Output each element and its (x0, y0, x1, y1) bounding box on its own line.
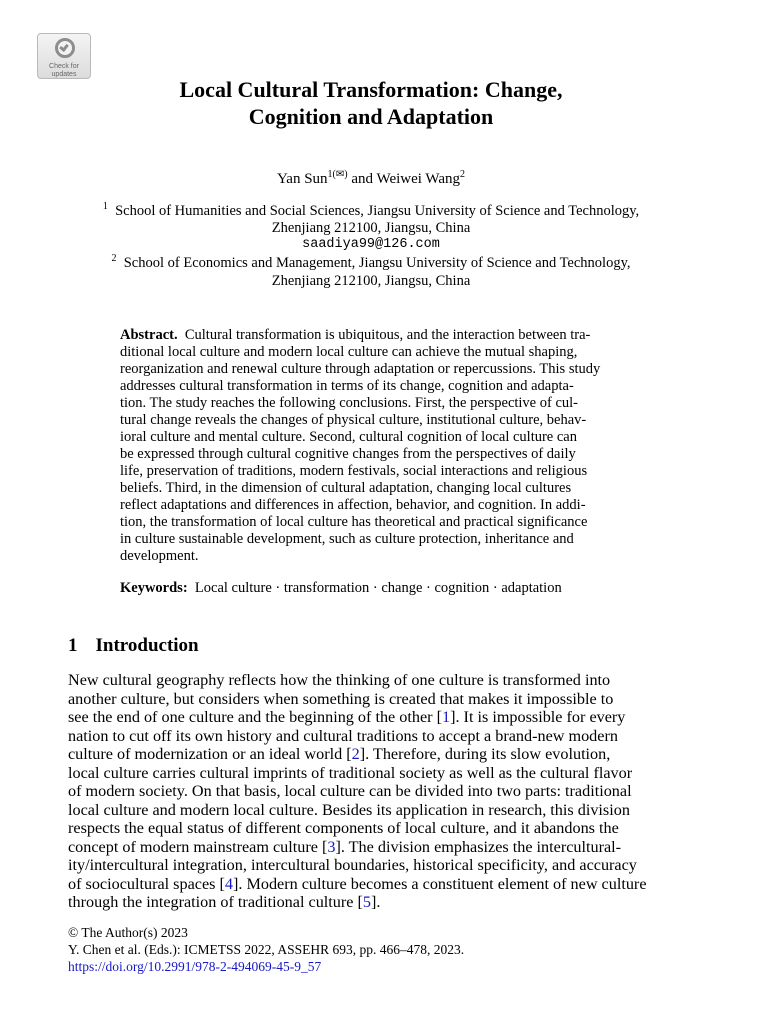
body-line: another culture, but considers when something is created that makes it impossible to (68, 690, 614, 708)
doi-link[interactable]: https://doi.org/10.2991/978-2-494069-45-9_57 (68, 959, 322, 974)
abstract-line: ioral culture and mental culture. Second, cultural cognition of local culture can (120, 429, 577, 445)
body-line: local culture and modern local culture. Besides its application in research, this division (68, 801, 630, 819)
abstract-line: Abstract. Cultural transformation is ubiquitous, and the interaction between tra- (120, 327, 591, 343)
author-conjunction: and (347, 171, 377, 187)
body-line: respects the equal status of different components of local culture, and it abandons the (68, 819, 619, 837)
body-line: local culture carries cultural imprints of traditional society as well as the cultural flavor (68, 764, 633, 782)
body-line: see the end of one culture and the beginning of the other [1]. It is impossible for every (68, 708, 626, 726)
citation-link[interactable]: 1 (441, 708, 451, 726)
abstract-label: Abstract. (120, 327, 178, 343)
body-line: ity/intercultural integration, intercultural boundaries, historical specificity, and accuracy (68, 856, 637, 874)
citation-link[interactable]: 3 (327, 838, 336, 856)
copyright-notice: © The Author(s) 2023 (68, 925, 188, 940)
paper-title-line-1: Local Cultural Transformation: Change, (179, 77, 563, 102)
check-for-updates-badge[interactable] (37, 33, 91, 79)
abstract-line: tural change reveals the changes of physical culture, institutional culture, behav- (120, 412, 587, 428)
abstract-line: development. (120, 548, 199, 564)
abstract-line: life, preservation of traditions, modern festivals, social interactions and religious (120, 463, 588, 479)
abstract-line: tion. The study reaches the following conclusions. First, the perspective of cul- (120, 395, 578, 411)
affiliation-2-line-2: Zhenjiang 212100, Jiangsu, China (271, 273, 471, 289)
abstract-line: reflect adaptations and differences in affection, behavior, and cognition. In addi- (120, 497, 586, 513)
section-number: 1 (68, 635, 78, 656)
author-affiliation-marker: 2 (460, 169, 466, 180)
body-line: of modern society. On that basis, local culture can be divided into two parts: traditional (68, 782, 632, 800)
citation-line: Y. Chen et al. (Eds.): ICMETSS 2022, ASSEHR 693, pp. 466–478, 2023. (68, 942, 465, 957)
abstract-line: reorganization and renewal culture through adaptation or repercussions. This study (120, 361, 601, 377)
affiliation-1-line-2: Zhenjiang 212100, Jiangsu, China (271, 220, 471, 236)
abstract-line: beliefs. Third, in the dimension of cultural adaptation, changing local cultures (120, 480, 572, 496)
badge-line-2: updates (51, 71, 77, 78)
author-name: Yan Sun (276, 171, 328, 187)
citation-link[interactable]: 5 (362, 893, 371, 911)
author-name: Weiwei Wang (376, 171, 461, 187)
body-line: nation to cut off its own history and cultural traditions to accept a brand-new modern (68, 727, 618, 745)
section-title: Introduction (95, 635, 199, 656)
affiliation-text: School of Economics and Management, Jiangsu University of Science and Technology, (123, 255, 631, 271)
affiliation-text: School of Humanities and Social Sciences, Jiangsu University of Science and Technology, (115, 203, 640, 219)
abstract-line: in culture sustainable development, such as culture protection, inheritance and (120, 531, 574, 547)
badge-line-1: Check for (49, 63, 79, 70)
author-email[interactable]: saadiya99@126.com (302, 237, 440, 252)
author-affiliation-marker[interactable]: 1(✉) (327, 169, 348, 180)
affiliation-number: 2 (111, 253, 117, 265)
affiliation-number: 1 (102, 201, 108, 213)
abstract-line: be expressed through cultural cognitive changes from the perspectives of daily (120, 446, 576, 462)
body-line: through the integration of traditional culture [5]. (68, 893, 381, 911)
abstract-line: ditional local culture and modern local culture can achieve the mutual shaping, (120, 344, 578, 360)
paper-title-line-2: Cognition and Adaptation (248, 104, 494, 129)
citation-link[interactable]: 4 (224, 875, 233, 893)
keywords-label: Keywords: (120, 580, 188, 596)
citation-link[interactable]: 2 (351, 745, 360, 763)
body-line: culture of modernization or an ideal world [2]. Therefore, during its slow evolution, (68, 745, 611, 763)
keywords-list: Local culture · transformation · change · cognition · adaptation (194, 580, 562, 596)
keywords (120, 580, 624, 597)
body-line: concept of modern mainstream culture [3]. The division emphasizes the intercultural- (68, 838, 622, 856)
section-heading (68, 635, 199, 657)
body-line: of sociocultural spaces [4]. Modern culture becomes a constituent element of new culture (68, 875, 647, 893)
abstract-line: tion, the transformation of local culture has theoretical and practical significance (120, 514, 588, 530)
author-list (0, 170, 742, 188)
affiliation-1-line-1 (0, 202, 742, 220)
abstract-line: addresses cultural transformation in terms of its change, cognition and adapta- (120, 378, 574, 394)
affiliation-2-line-1 (0, 254, 742, 272)
body-line: New cultural geography reflects how the thinking of one culture is transformed into (68, 671, 611, 689)
